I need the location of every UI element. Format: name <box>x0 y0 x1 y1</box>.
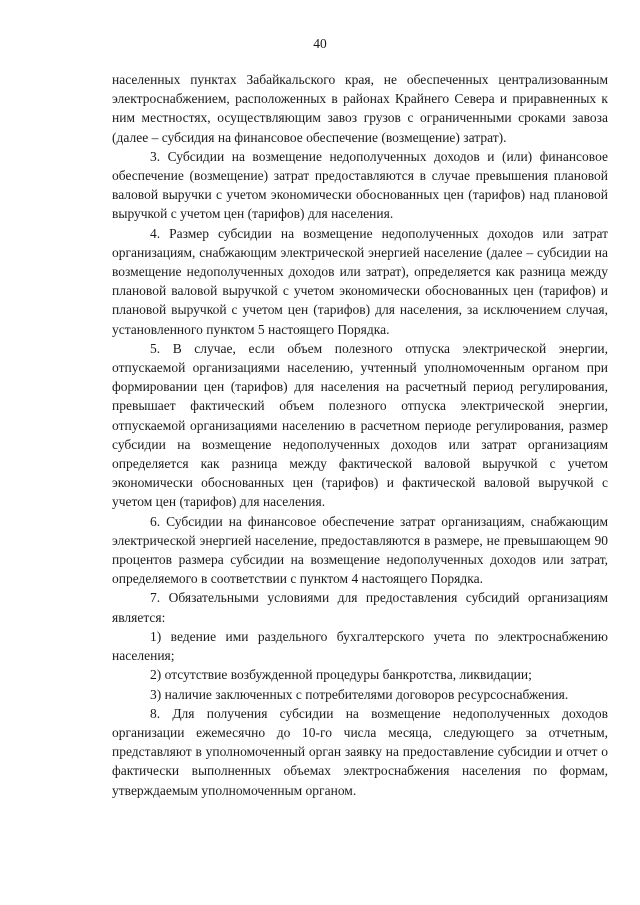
condition-item-1: 1) ведение ими раздельного бухгалтерского учета по электроснабжению населения; <box>112 628 608 664</box>
paragraph-continuation: населенных пунктах Забайкальского края, не обеспеченных централизованным электроснабжением, расположенных в районах Крайнего Севера и приравненных к ним местностях, осуществляющим завоз грузов с ограниченными сроками завоза (далее – субсидия на финансовое обеспечение (возмещение) затрат). <box>112 72 608 145</box>
page-number: 40 <box>313 36 327 51</box>
document-body <box>112 70 608 800</box>
paragraph-5: 5. В случае, если объем полезного отпуска электрической энергии, отпускаемой организациями населению, учтенный уполномоченным органом при формировании цен (тарифов) для населения на расчетный период регулирования, превышает фактический объем полезного отпуска электрической энергии, отпускаемой организациями населению в расчетном периоде регулирования, размер субсидии на возмещение недополученных доходов или затрат организациям определяется как разница между фактической валовой выручкой с учетом экономически обоснованных цен (тарифов) и фактической валовой выручкой с учетом цен (тарифов) для населения. <box>112 340 608 510</box>
paragraph-7: 7. Обязательными условиями для предоставления субсидий организациям является: <box>112 590 608 625</box>
paragraph-3: 3. Субсидии на возмещение недополученных доходов и (или) финансовое обеспечение (возмещение) затрат предоставляются в случае превышения плановой валовой выручки с учетом экономически обоснованных цен (тарифов) над плановой выручкой с учетом цен (тарифов) для населения. <box>112 148 608 222</box>
condition-item-2: 2) отсутствие возбужденной процедуры банкротства, ликвидации; <box>150 667 532 683</box>
paragraph-4: 4. Размер субсидии на возмещение недополученных доходов или затрат организациям, снабжающим электрической энергией население (далее – субсидии на возмещение недополученных доходов или затрат), определяется как разница между плановой валовой выручкой с учетом экономически обоснованных цен (тарифов) и плановой выручкой с учетом цен (тарифов) для населения, за исключением случая, установленного пунктом 5 настоящего Порядка. <box>112 225 608 337</box>
paragraph-6: 6. Субсидии на финансовое обеспечение затрат организациям, снабжающим электрической энергией население, предоставляются в размере, не превышающем 90 процентов размера субсидии на возмещение недополученных доходов или затрат, определяемого в соответствии с пунктом 4 настоящего Порядка. <box>112 513 608 587</box>
paragraph-8: 8. Для получения субсидии на возмещение недополученных доходов организации ежемесячно до 10-го числа месяца, следующего за отчетным, представляют в уполномоченный орган заявку на предоставление субсидии и отчет о фактически выполненных объемах электроснабжения населения по формам, утверждаемым уполномоченным органом. <box>112 705 608 798</box>
condition-item-3: 3) наличие заключенных с потребителями договоров ресурсоснабжения. <box>150 686 569 702</box>
